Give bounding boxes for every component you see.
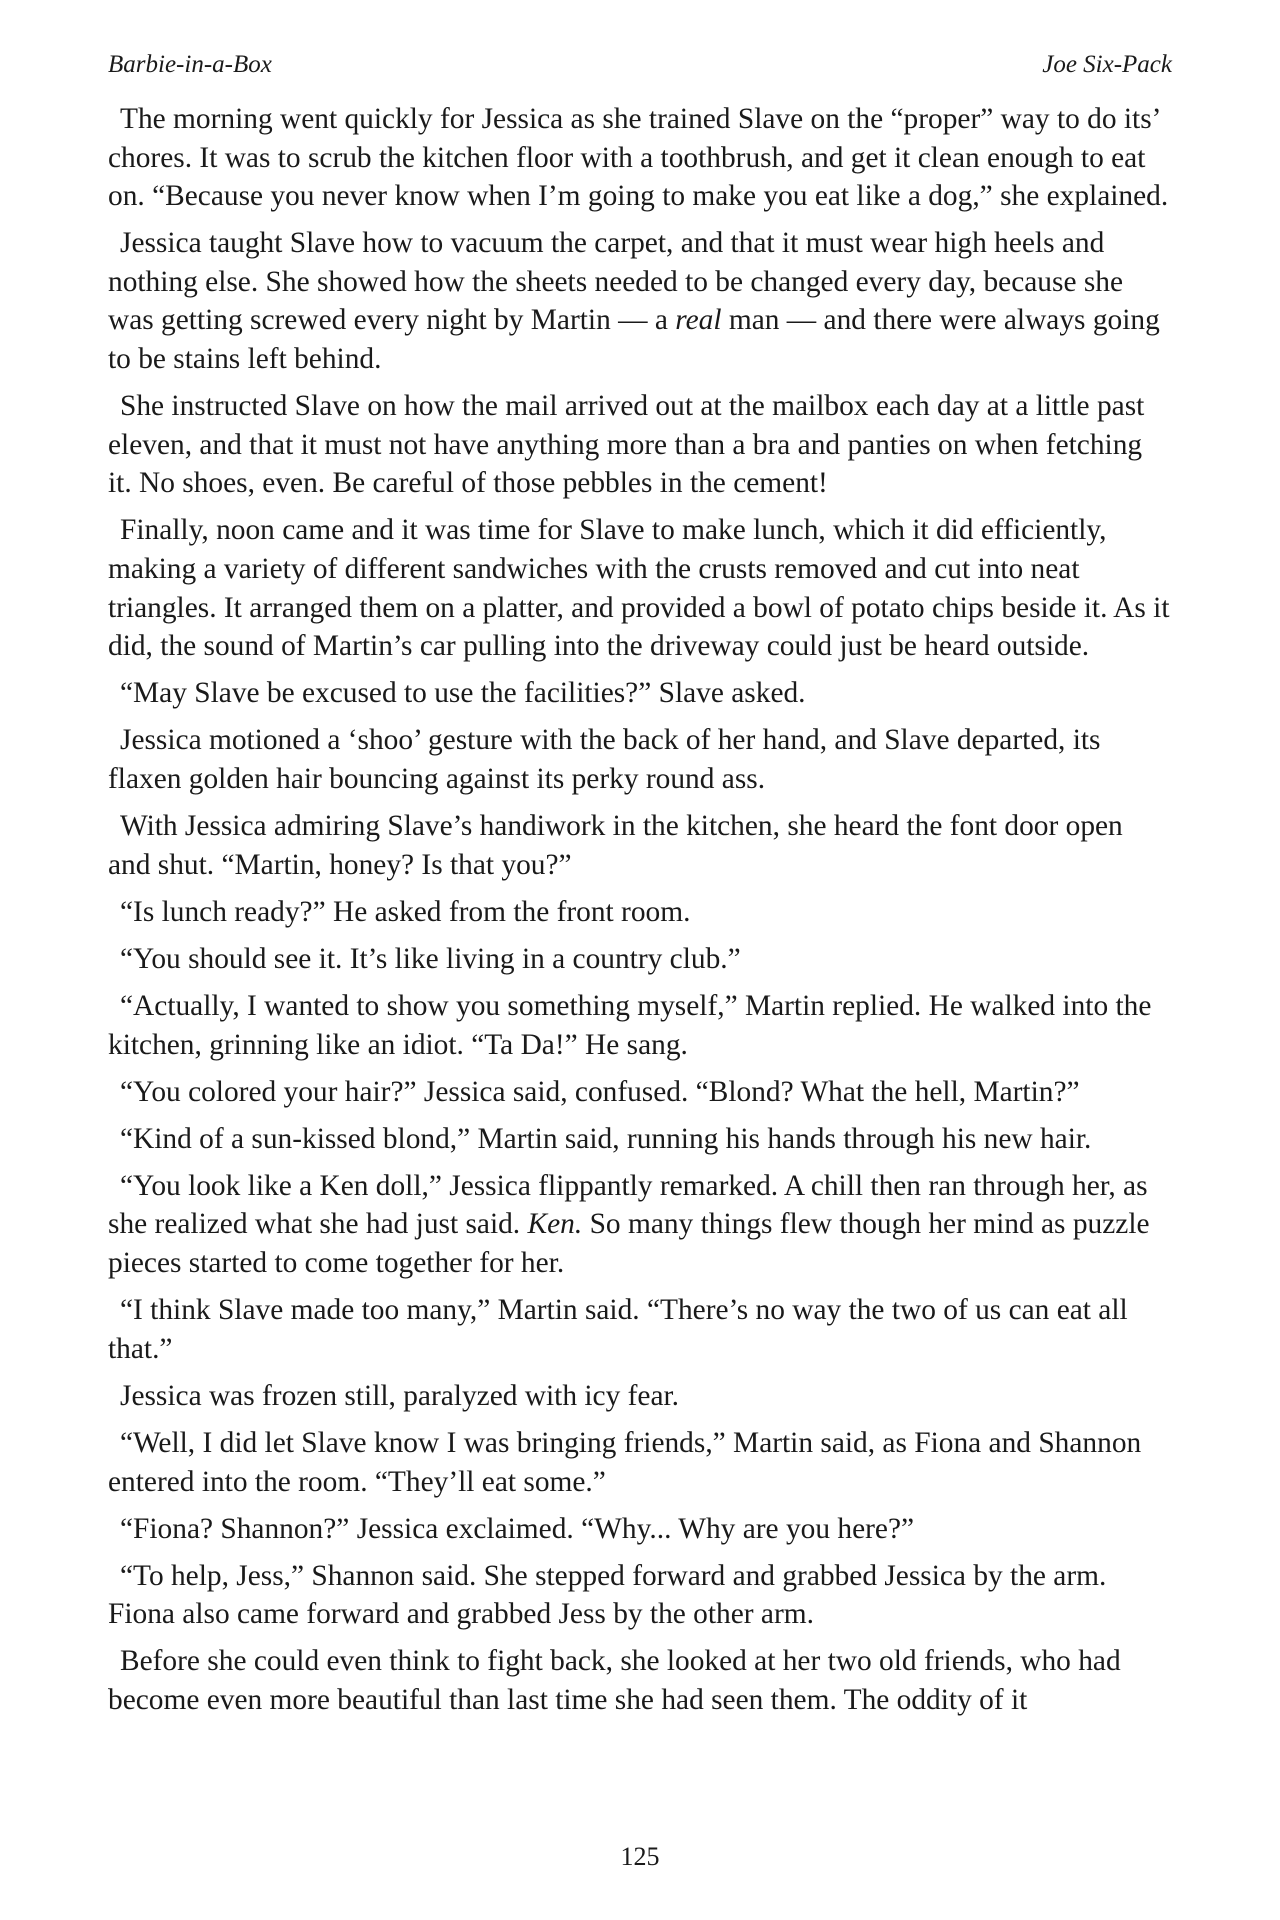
paragraph: “Is lunch ready?” He asked from the front room. <box>120 895 691 928</box>
paragraph: She instructed Slave on how the mail arrived out at the mailbox each day at a little past eleven, and that it must not have anything more than a bra and panties on when fetching it. No shoes, even. Be careful of those pebbles in the cement! <box>108 390 1145 500</box>
paragraph: “Fiona? Shannon?” Jessica exclaimed. “Why... Why are you here?” <box>120 1512 915 1545</box>
paragraph: “You colored your hair?” Jessica said, confused. “Blond? What the hell, Martin?” <box>120 1075 1080 1108</box>
paragraph: “Actually, I wanted to show you something myself,” Martin replied. He walked into the kitchen, grinning like an idiot. “Ta Da!” He sang. <box>108 989 1152 1061</box>
paragraph: Jessica taught Slave how to vacuum the carpet, and that it must wear high heels and nothing else. She showed how the sheets needed to be changed every day, because she was getting screwed every night by Martin — a real man — and there were always going to be stains left behind. <box>108 227 1160 376</box>
paragraph: Jessica was frozen still, paralyzed with icy fear. <box>120 1379 680 1412</box>
author-name: Joe Six-Pack <box>1042 51 1172 78</box>
paragraph: Before she could even think to fight back, she looked at her two old friends, who had become even more beautiful than last time she had seen them. The oddity of it <box>108 1645 1121 1716</box>
paragraph: “You look like a Ken doll,” Jessica flippantly remarked. A chill then ran through her, as she realized what she had just said. Ken. So many things flew though her mind as puzzle pieces started to come together for her. <box>108 1169 1150 1280</box>
running-header <box>108 48 1172 82</box>
paragraph: “I think Slave made too many,” Martin said. “There’s no way the two of us can eat all that.” <box>108 1294 1128 1365</box>
paragraph: The morning went quickly for Jessica as she trained Slave on the “proper” way to do its’ chores. It was to scrub the kitchen floor with a toothbrush, and get it clean enough to eat on. “Because you never know when I’m going to make you eat like a dog,” she explained. <box>108 103 1169 213</box>
paragraph: “Well, I did let Slave know I was bringing friends,” Martin said, as Fiona and Shannon entered into the room. “They’ll eat some.” <box>108 1426 1142 1498</box>
paragraph: “Kind of a sun-kissed blond,” Martin said, running his hands through his new hair. <box>120 1122 1092 1155</box>
paragraph: With Jessica admiring Slave’s handiwork in the kitchen, she heard the font door open and shut. “Martin, honey? Is that you?” <box>108 810 1123 881</box>
book-title: Barbie-in-a-Box <box>108 51 272 78</box>
emphasis: Ken. <box>527 1208 583 1241</box>
paragraph: Jessica motioned a ‘shoo’ gesture with the back of her hand, and Slave departed, its flaxen golden hair bouncing against its perky round ass. <box>108 724 1101 795</box>
paragraph: “To help, Jess,” Shannon said. She stepped forward and grabbed Jessica by the arm. Fiona also came forward and grabbed Jess by the other arm. <box>108 1559 1107 1631</box>
paragraph: “You should see it. It’s like living in a country club.” <box>120 942 741 975</box>
paragraph: “May Slave be excused to use the facilities?” Slave asked. <box>120 677 806 710</box>
emphasis: real <box>675 304 722 337</box>
body-text <box>108 100 1170 1728</box>
paragraph: Finally, noon came and it was time for Slave to make lunch, which it did efficiently, making a variety of different sandwiches with the crusts removed and cut into neat triangles. It arranged them on a platter, and provided a bowl of potato chips beside it. As it did, the sound of Martin’s car pulling into the driveway could just be heard outside. <box>108 514 1170 663</box>
page-number: 125 <box>620 1842 660 1871</box>
